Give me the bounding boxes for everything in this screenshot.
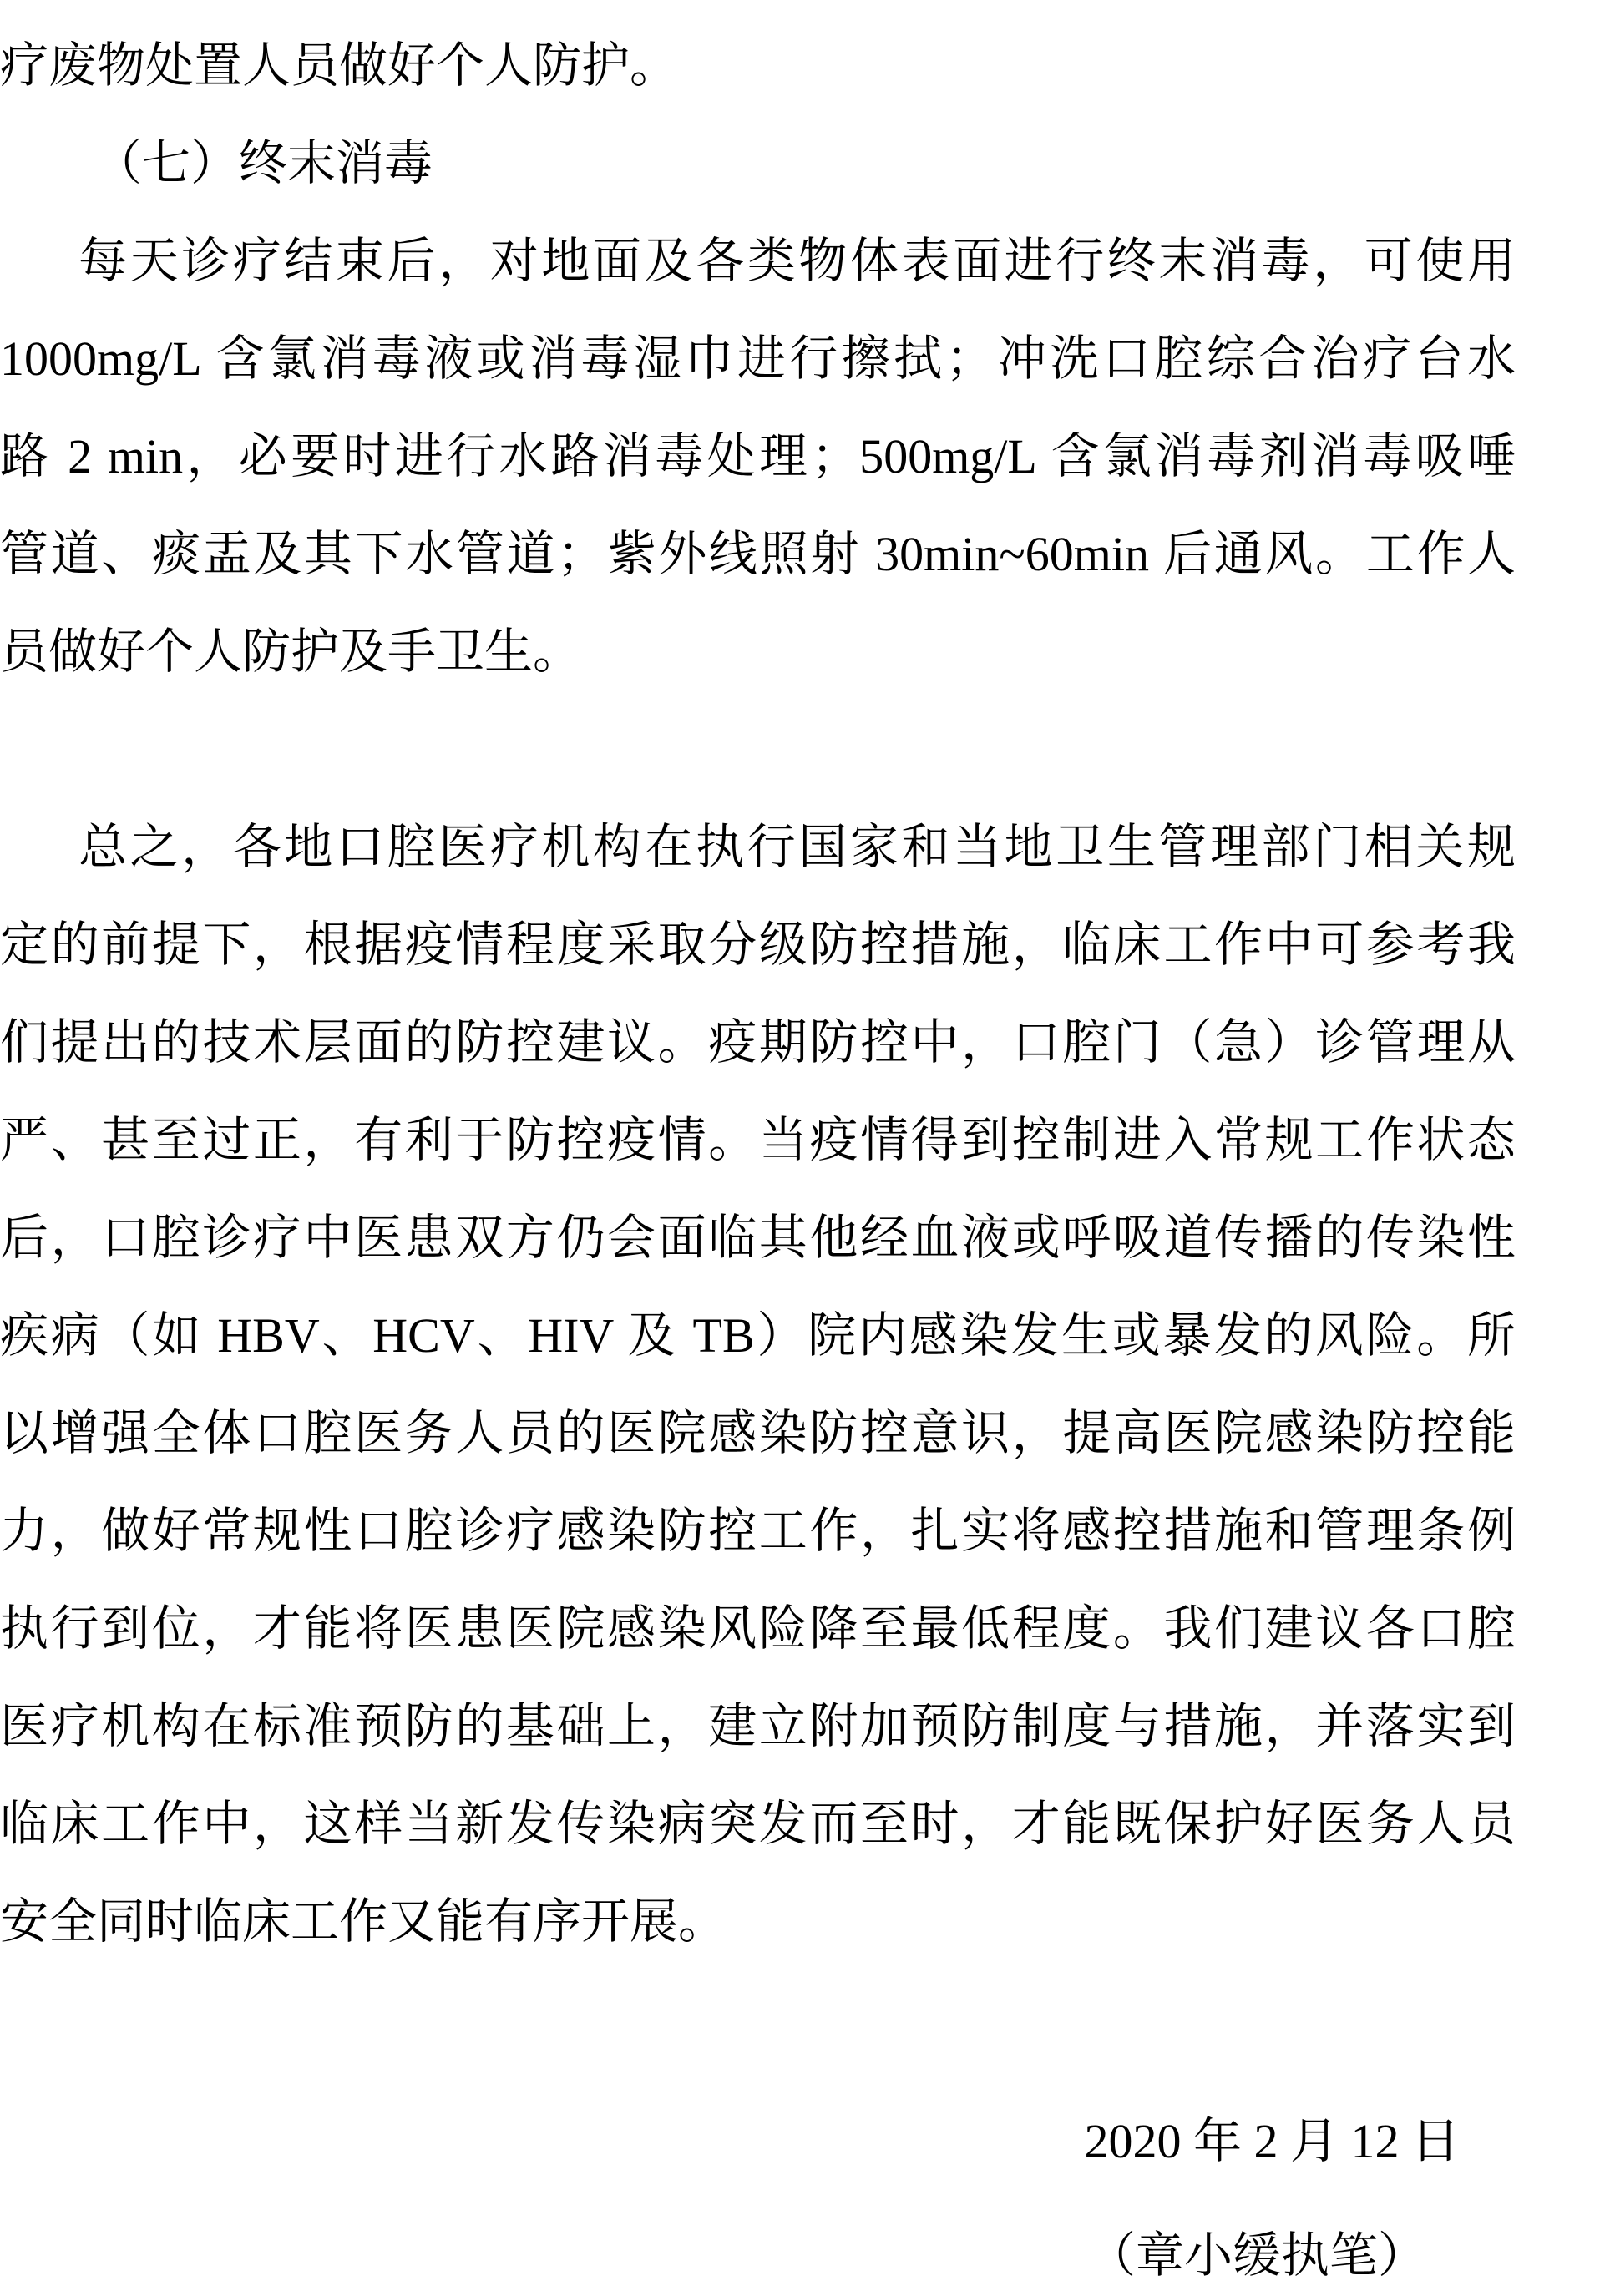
text-line: 定的前提下，根据疫情程度采取分级防控措施，临床工作中可参考我: [0, 918, 1516, 972]
text-line: 管道、痰盂及其下水管道；紫外线照射 30min~60min 后通风。工作人: [0, 527, 1516, 581]
text-line: 路 2 min，必要时进行水路消毒处理；500mg/L 含氯消毒剂消毒吸唾: [0, 429, 1516, 483]
text-line: 安全同时临床工作又能有序开展。: [0, 1894, 727, 1949]
text-line: 严、甚至过正，有利于防控疫情。当疫情得到控制进入常规工作状态: [0, 1113, 1516, 1167]
date-line: 2020 年 2 月 12 日: [1084, 2114, 1460, 2168]
document-body-text: [0, 17, 1516, 2296]
text-line: 疾病（如 HBV、HCV、HIV 及 TB）院内感染发生或暴发的风险。所: [0, 1308, 1516, 1363]
section-heading-terminal-disinfection: （七）终末消毒: [94, 136, 433, 190]
text-line: 后，口腔诊疗中医患双方仍会面临其他经血液或呼吸道传播的传染性: [0, 1211, 1516, 1265]
text-line: 每天诊疗结束后，对地面及各类物体表面进行终末消毒，可使用: [78, 234, 1516, 288]
text-line: 医疗机构在标准预防的基础上，建立附加预防制度与措施，并落实到: [0, 1699, 1516, 1753]
text-line: 临床工作中，这样当新发传染病突发而至时，才能既保护好医务人员: [0, 1797, 1516, 1851]
blank-line: [0, 1970, 1516, 2068]
continuation-text-line: 疗废物处置人员做好个人防护。: [0, 38, 679, 93]
text-line: 执行到位，才能将医患医院感染风险降至最低程度。我们建议各口腔: [0, 1601, 1516, 1656]
text-line: 们提出的技术层面的防控建议。疫期防控中，口腔门（急）诊管理从: [0, 1015, 1516, 1070]
text-line: 员做好个人防护及手卫生。: [0, 625, 582, 679]
text-line: 以增强全体口腔医务人员的医院感染防控意识，提高医院感染防控能: [0, 1406, 1516, 1460]
blank-line: [0, 700, 1516, 798]
signature-line: （章小缓执笔）: [1086, 2228, 1426, 2283]
text-line: 总之，各地口腔医疗机构在执行国家和当地卫生管理部门相关规: [78, 820, 1516, 874]
text-line: 1000mg/L 含氯消毒液或消毒湿巾进行擦拭；冲洗口腔综合治疗台水: [0, 331, 1516, 386]
text-line: 力，做好常规性口腔诊疗感染防控工作，扎实将感控措施和管理条例: [0, 1504, 1516, 1558]
